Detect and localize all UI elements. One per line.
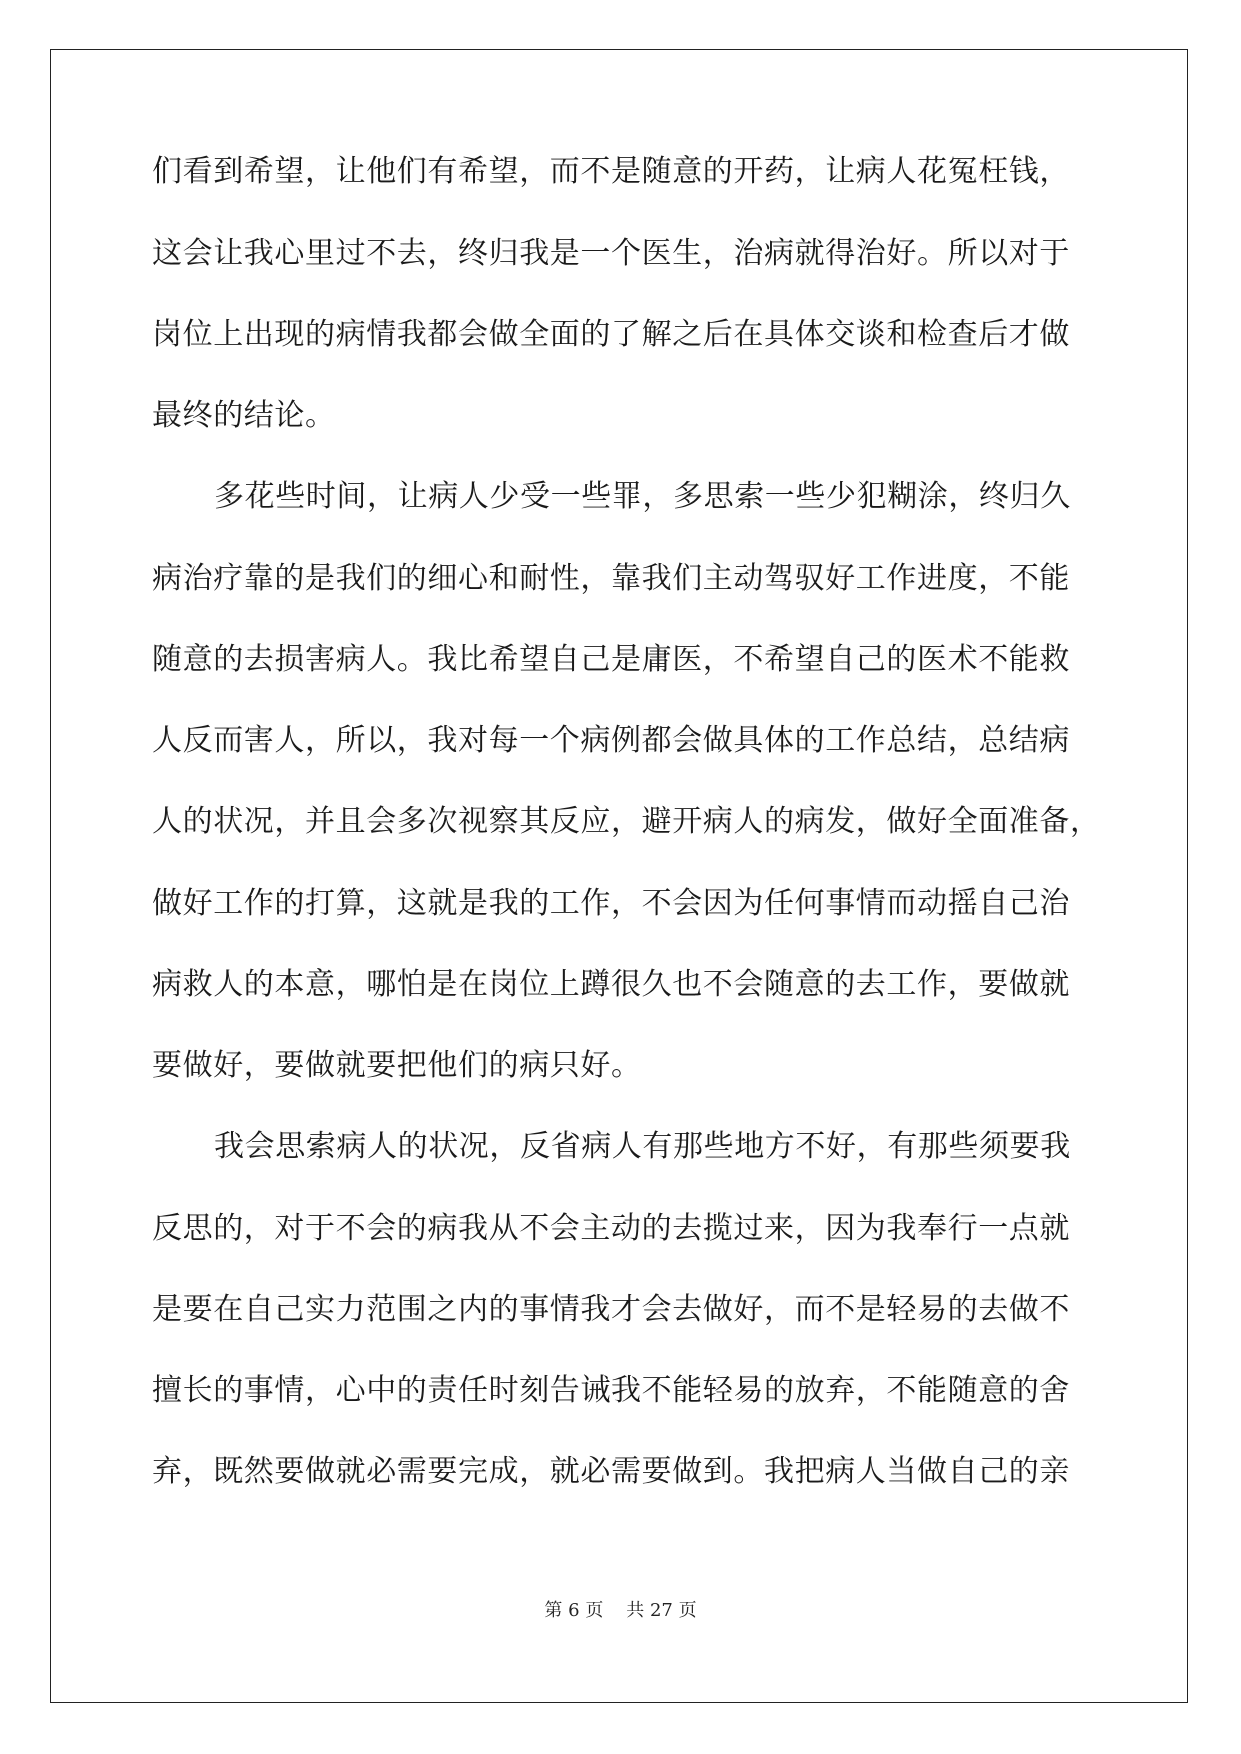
page-footer (0, 1596, 1241, 1622)
text-line: 要做好，要做就要把他们的病只好。 (152, 1048, 642, 1083)
text-line: 人反而害人，所以，我对每一个病例都会做具体的工作总结，总结病 (152, 723, 1070, 758)
text-line: 最终的结论。 (152, 398, 336, 433)
text-line: 做好工作的打算，这就是我的工作，不会因为任何事情而动摇自己治 (152, 886, 1070, 921)
text-line: 人的状况，并且会多次视察其反应，避开病人的病发，做好全面准备， (152, 804, 1101, 839)
paragraph-start-line: 多花些时间，让病人少受一些罪，多思索一些少犯糊涂，终归久 (214, 479, 1071, 514)
text-line: 岗位上出现的病情我都会做全面的了解之后在具体交谈和检查后才做 (152, 317, 1070, 352)
paragraph-start-line: 我会思索病人的状况，反省病人有那些地方不好，有那些须要我 (214, 1129, 1071, 1164)
text-line: 病治疗靠的是我们的细心和耐性，靠我们主动驾驭好工作进度，不能 (152, 561, 1070, 596)
text-line: 弃，既然要做就必需要完成，就必需要做到。我把病人当做自己的亲 (152, 1454, 1070, 1489)
text-line: 这会让我心里过不去，终归我是一个医生，治病就得治好。所以对于 (152, 236, 1070, 271)
page-number: 第 6 页 (544, 1600, 604, 1621)
text-line: 是要在自己实力范围之内的事情我才会去做好，而不是轻易的去做不 (152, 1292, 1070, 1327)
text-line: 病救人的本意，哪怕是在岗位上蹲很久也不会随意的去工作，要做就 (152, 967, 1070, 1002)
text-line: 们看到希望，让他们有希望，而不是随意的开药，让病人花冤枉钱， (152, 154, 1070, 189)
text-line: 擅长的事情，心中的责任时刻告诫我不能轻易的放弃，不能随意的舍 (152, 1373, 1070, 1408)
page-total: 共 27 页 (626, 1600, 697, 1621)
text-line: 反思的，对于不会的病我从不会主动的去揽过来，因为我奉行一点就 (152, 1211, 1070, 1246)
text-line: 随意的去损害病人。我比希望自己是庸医，不希望自己的医术不能救 (152, 642, 1070, 677)
